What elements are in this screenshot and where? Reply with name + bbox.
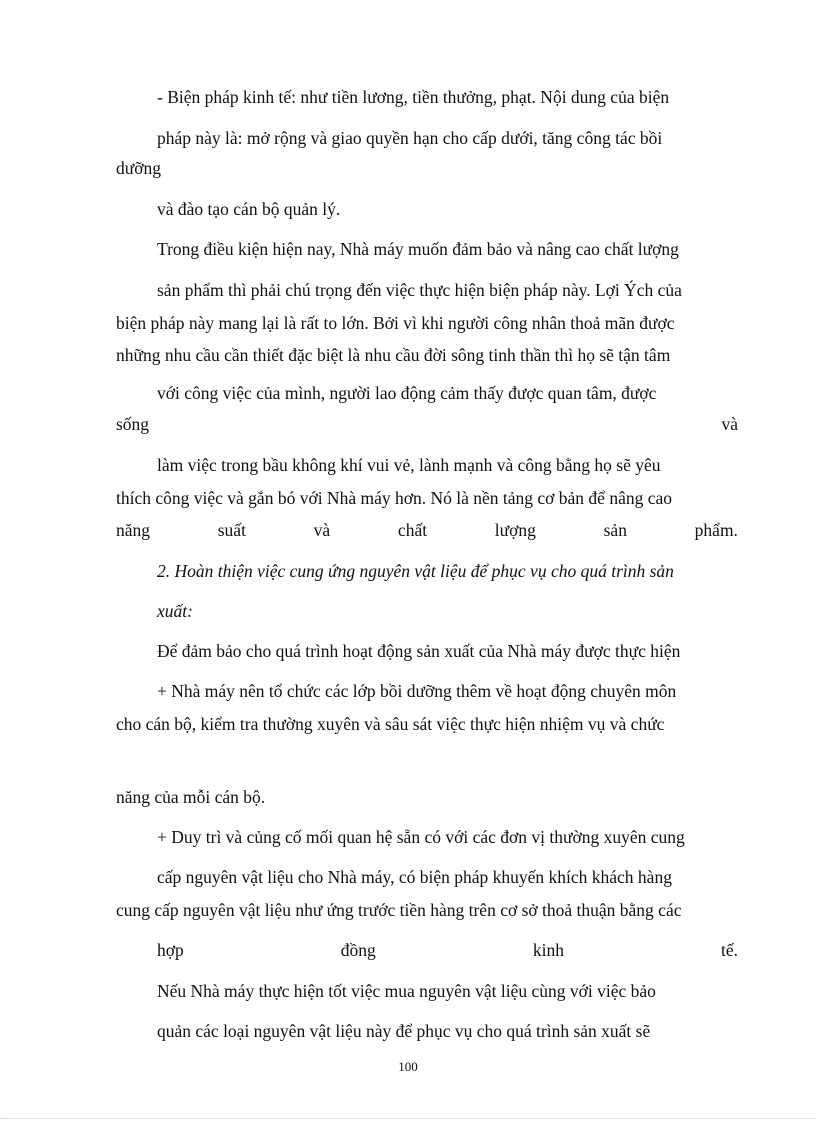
text-line: làm việc trong bầu không khí vui vẻ, lành mạnh và công bằng họ sẽ yêu [157,455,661,475]
justified-line [116,414,738,434]
text-line: biện pháp này mang lại là rất to lớn. Bởi vì khi người công nhân thoả mãn được [116,313,675,333]
text-line: sản phẩm thì phải chú trọng đến việc thực hiện biện pháp này. Lợi Ých của [157,280,682,300]
word: và [721,414,738,434]
text-line: Nếu Nhà máy thực hiện tốt việc mua nguyên vật liệu cùng với việc bảo [157,981,656,1001]
word: tế. [720,940,738,960]
text-line: những nhu cầu cần thiết đặc biệt là nhu cầu đời sông tinh thần thì họ sẽ tận tâm [116,345,671,365]
word: lượng [494,520,536,540]
text-line: + Nhà máy nên tổ chức các lớp bồi dưỡng thêm về hoạt động chuyên môn [157,681,677,701]
word: kinh [532,940,564,960]
text-line: Trong điều kiện hiện nay, Nhà máy muốn đảm bảo và nâng cao chất lượng [157,239,679,259]
text-line: cho cán bộ, kiểm tra thường xuyên và sâu sát việc thực hiện nhiệm vụ và chức [116,714,665,734]
text-line: cung cấp nguyên vật liệu như ứng trước tiền hàng trên cơ sở thoả thuận bằng các [116,900,682,920]
word: sản [603,520,627,540]
word: chất [397,520,428,540]
justified-line [157,940,738,960]
text-line: dưỡng [116,158,161,178]
text-line: quản các loại nguyên vật liệu này để phục vụ cho quá trình sản xuất sẽ [157,1021,651,1041]
text-line: Để đảm bảo cho quá trình hoạt động sản xuất của Nhà máy được thực hiện [157,641,681,661]
text-line: thích công việc và gắn bó với Nhà máy hơn. Nó là nền tảng cơ bản để nâng cao [116,488,672,508]
text-line: và đào tạo cán bộ quản lý. [157,199,341,219]
text-line: với công việc của mình, người lao động cảm thấy được quan tâm, được [157,383,657,403]
word: hợp [157,940,184,960]
section-heading-continued: xuất: [157,601,193,621]
page-number: 100 [398,1059,418,1074]
word: phẩm. [694,520,738,540]
word: năng [116,520,151,540]
text-line: cấp nguyên vật liệu cho Nhà máy, có biện pháp khuyến khích khách hàng [157,867,672,887]
text-line: - Biện pháp kinh tế: như tiền lương, tiền thưởng, phạt. Nội dung của biện [157,87,670,107]
word: sống [116,414,150,434]
word: và [313,520,331,540]
word: suất [217,520,246,540]
text-line: + Duy trì và củng cố mối quan hệ sẵn có với các đơn vị thường xuyên cung [157,827,685,847]
text-line: năng của mỗi cán bộ. [116,787,266,807]
section-heading: 2. Hoàn thiện việc cung ứng nguyên vật liệu để phục vụ cho quá trình sản [157,561,674,581]
justified-line [116,520,738,540]
page-bottom-divider [0,1118,816,1119]
text-line: pháp này là: mở rộng và giao quyền hạn cho cấp dưới, tăng công tác bồi [157,128,663,148]
word: đồng [340,940,376,960]
